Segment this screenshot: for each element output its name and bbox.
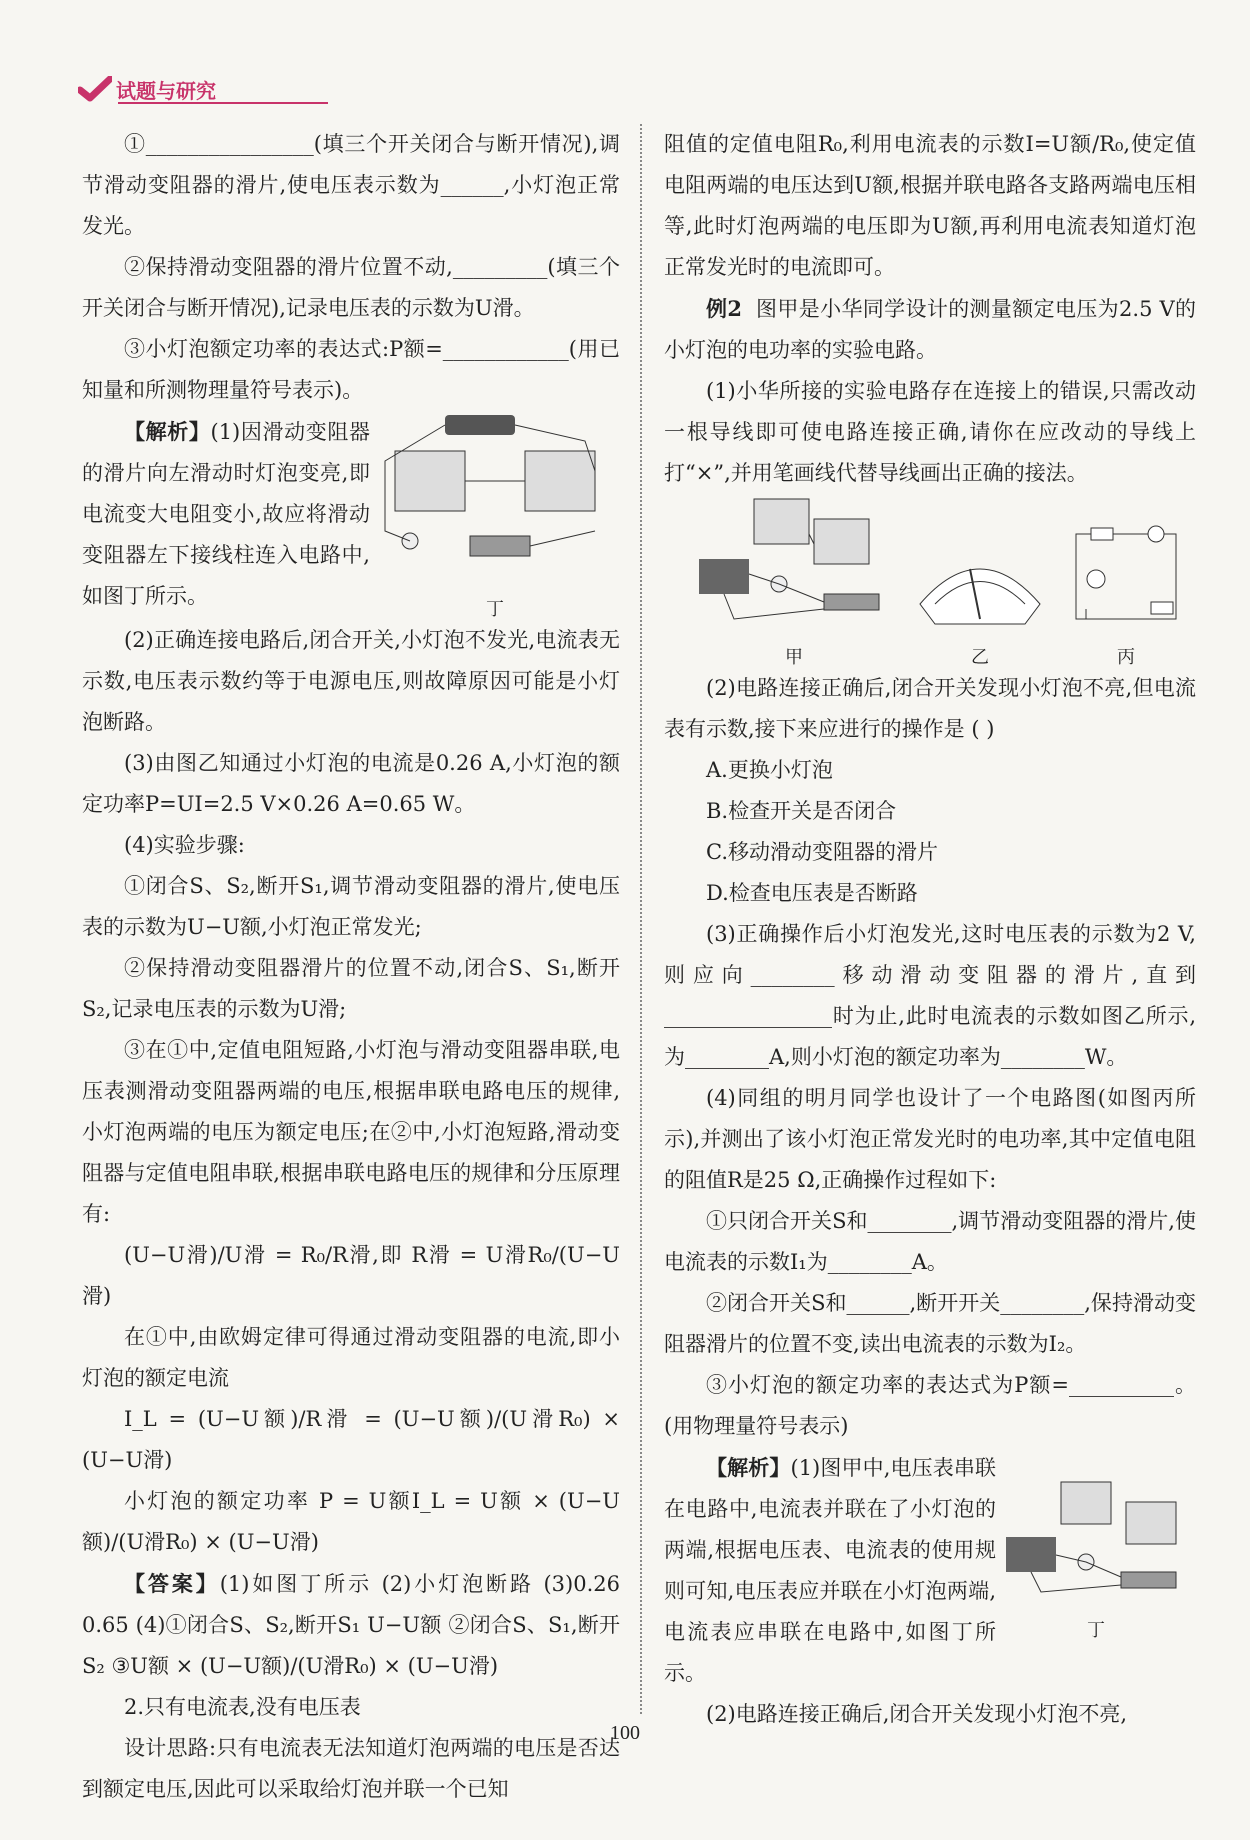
page-number: 100 bbox=[610, 1722, 640, 1744]
exp-step-3: ③在①中,定值电阻短路,小灯泡与滑动变阻器串联,电压表测滑动变阻器两端的电压,根据串联电路电压的规律,小灯泡两端的电压为额定电压;在②中,小灯泡短路,滑动变阻器与定值电阻串联,根据串联电路电压的规律和分压原理有: bbox=[82, 1038, 620, 1226]
section-header bbox=[78, 74, 216, 104]
figure-ding-right bbox=[996, 1447, 1196, 1694]
figures-row bbox=[664, 494, 1196, 668]
analysis-1 bbox=[82, 411, 370, 617]
left-step-1: ①________________(填三个开关闭合与断开情况),调节滑动变阻器的滑片,使电压表示数为______,小灯泡正常发光。 bbox=[82, 132, 620, 238]
example-2 bbox=[664, 288, 1196, 371]
question-1: (1)小华所接的实验电路存在连接上的错误,只需改动一根导线即可使电路连接正确,请你在应改动的导线上打“×”,并用笔画线代替导线画出正确的接法。 bbox=[664, 379, 1196, 485]
figure-label-ding: 丁 bbox=[486, 599, 504, 620]
figure-jia bbox=[694, 494, 894, 668]
example-label: 例2 bbox=[706, 296, 742, 321]
right-analysis-block bbox=[664, 1447, 1196, 1694]
figure-label-bing: 丙 bbox=[1117, 647, 1135, 668]
circuit-figure-jia bbox=[694, 494, 894, 634]
figure-yi bbox=[915, 544, 1045, 668]
question-4c: ③小灯泡的额定功率的表达式为P额=__________。(用物理量符号表示) bbox=[664, 1373, 1196, 1438]
analysis-label: 【解析】 bbox=[124, 419, 211, 444]
right-analysis-text: (1)图甲中,电压表串联在电路中,电流表并联在了小灯泡的两端,根据电压表、电流表的使用规则可知,电压表应并联在小灯泡两端,电流表应串联在电路中,如图丁所示。 bbox=[664, 1456, 997, 1685]
circuit-figure-ding-right bbox=[1001, 1477, 1191, 1607]
analysis-block bbox=[82, 411, 620, 620]
left-column bbox=[82, 124, 620, 1810]
figure-ding-left bbox=[370, 411, 620, 620]
right-column bbox=[664, 124, 1196, 1735]
answer-text: (1)如图丁所示 (2)小灯泡断路 (3)0.26 0.65 (4)①闭合S、S₂,断开S₁ U−U额 ②闭合S、S₁,断开S₂ ③U额 × (U−U额)/(U滑R₀) × (U−U滑) bbox=[82, 1572, 620, 1678]
exp-step-5: 小灯泡的额定功率 P = U额I_L = U额 × (U−U额)/(U滑R₀) × (U−U滑) bbox=[82, 1489, 620, 1554]
option-a: A.更换小灯泡 bbox=[706, 758, 833, 782]
design-idea: 设计思路:只有电流表无法知道灯泡两端的电压是否达到额定电压,因此可以采取给灯泡并联一个已知 bbox=[82, 1736, 620, 1801]
example-text: 图甲是小华同学设计的测量额定电压为2.5 V的小灯泡的电功率的实验电路。 bbox=[664, 297, 1196, 362]
option-b: B.检查开关是否闭合 bbox=[706, 799, 897, 823]
question-4b: ②闭合开关S和______,断开开关________,保持滑动变阻器滑片的位置不变,读出电流表的示数为I₂。 bbox=[664, 1291, 1196, 1356]
left-step-3: ③小灯泡额定功率的表达式:P额=____________(用已知量和所测物理量符号表示)。 bbox=[82, 337, 620, 402]
right-last: (2)电路连接正确后,闭合开关发现小灯泡不亮, bbox=[706, 1702, 1128, 1726]
question-4a: ①只闭合开关S和________,调节滑动变阻器的滑片,使电流表的示数I₁为________A。 bbox=[664, 1209, 1196, 1274]
figure-label-jia: 甲 bbox=[785, 647, 803, 668]
question-4: (4)同组的明月同学也设计了一个电路图(如图丙所示),并测出了该小灯泡正常发光时的电功率,其中定值电阻的阻值R是25 Ω,正确操作过程如下: bbox=[664, 1086, 1196, 1192]
right-intro: 阻值的定值电阻R₀,利用电流表的示数I=U额/R₀,使定值电阻两端的电压达到U额,根据并联电路各支路两端电压相等,此时灯泡两端的电压即为U额,再利用电流表知道灯泡正常发光时的电流即可。 bbox=[664, 132, 1196, 279]
checkmark-icon bbox=[78, 76, 112, 102]
analysis-2: (2)正确连接电路后,闭合开关,小灯泡不发光,电流表无示数,电压表示数约等于电源电压,则故障原因可能是小灯泡断路。 bbox=[82, 628, 620, 734]
figure-label-ding-right: 丁 bbox=[1087, 1620, 1105, 1641]
analysis-3: (3)由图乙知通过小灯泡的电流是0.26 A,小灯泡的额定功率P=UI=2.5 V×0.26 A=0.65 W。 bbox=[82, 751, 620, 816]
option-d: D.检查电压表是否断路 bbox=[706, 881, 918, 905]
figure-bing bbox=[1066, 524, 1186, 668]
column-divider bbox=[640, 124, 642, 1714]
right-analysis bbox=[664, 1447, 996, 1694]
formula-1: (U−U滑)/U滑 = R₀/R滑,即 R滑 = U滑R₀/(U−U滑) bbox=[82, 1243, 620, 1308]
section-2-title: 2.只有电流表,没有电压表 bbox=[124, 1695, 361, 1719]
exp-step-4: 在①中,由欧姆定律可得通过滑动变阻器的电流,即小灯泡的额定电流 bbox=[82, 1325, 620, 1390]
header-title: 试题与研究 bbox=[116, 78, 216, 103]
exp-step-1: ①闭合S、S₂,断开S₁,调节滑动变阻器的滑片,使电压表的示数为U−U额,小灯泡正常发光; bbox=[82, 874, 620, 939]
analysis-4: (4)实验步骤: bbox=[124, 833, 245, 857]
analysis-1-text: (1)因滑动变阻器的滑片向左滑动时灯泡变亮,即电流变大电阻变小,故应将滑动变阻器左下接线柱连入电路中,如图丁所示。 bbox=[82, 420, 370, 608]
header-rule bbox=[118, 102, 328, 104]
question-2: (2)电路连接正确后,闭合开关发现小灯泡不亮,但电流表有示数,接下来应进行的操作是 ( ) bbox=[664, 676, 1196, 741]
answer bbox=[82, 1563, 620, 1687]
circuit-figure-ding bbox=[375, 411, 615, 586]
formula-2: I_L = (U−U额)/R滑 = (U−U额)/(U滑R₀) × (U−U滑) bbox=[82, 1407, 620, 1472]
right-analysis-label: 【解析】 bbox=[706, 1455, 791, 1480]
ammeter-dial-figure bbox=[915, 544, 1045, 634]
answer-label: 【答案】 bbox=[124, 1571, 220, 1596]
exp-step-2: ②保持滑动变阻器滑片的位置不动,闭合S、S₁,断开S₂,记录电压表的示数为U滑; bbox=[82, 956, 620, 1021]
option-c: C.移动滑动变阻器的滑片 bbox=[706, 840, 938, 864]
figure-label-yi: 乙 bbox=[971, 647, 989, 668]
left-step-2: ②保持滑动变阻器的滑片位置不动,_________(填三个开关闭合与断开情况),记录电压表的示数为U滑。 bbox=[82, 255, 620, 320]
circuit-diagram-bing bbox=[1066, 524, 1186, 634]
question-3: (3)正确操作后小灯泡发光,这时电压表的示数为2 V,则应向________移动滑动变阻器的滑片,直到________________时为止,此时电流表的示数如图乙所示,为________A,则小灯泡的额定功率为________W。 bbox=[664, 922, 1196, 1069]
